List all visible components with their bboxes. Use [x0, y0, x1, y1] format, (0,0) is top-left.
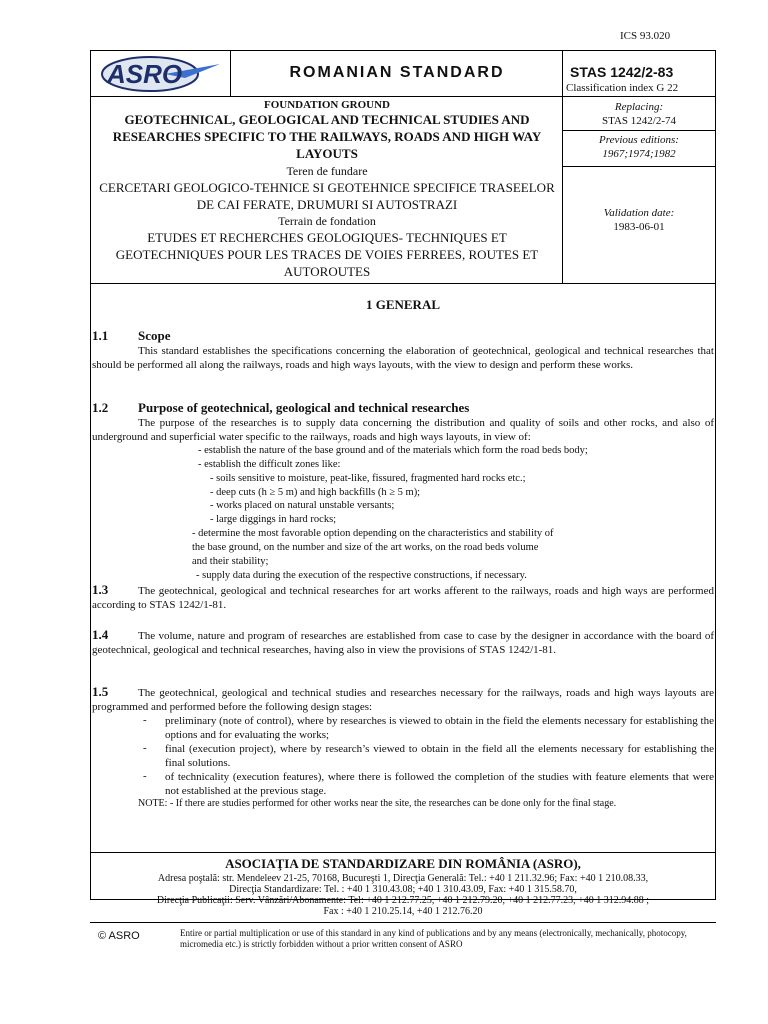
scope-text: This standard establishes the specifications concerning the elaboration of geotechnical, geological and technical researches that should be performed all along the railways, roads and high ways layouts, with the view to design and perform these works.	[92, 345, 714, 371]
organization-name: ASOCIAŢIA DE STANDARDIZARE DIN ROMÂNIA (ASRO),	[225, 856, 581, 871]
section-number: 1.4	[92, 627, 109, 642]
dash-bullet: -	[143, 714, 147, 726]
list-item: and their stability;	[192, 556, 269, 567]
section-text: The volume, nature and program of researches are established from case to case by the designer in accordance with the board of geotechnical, geological and technical researches, having also in view the provisions of STAS 1242/1-81.	[92, 630, 714, 656]
dash-bullet: -	[143, 770, 147, 782]
replacing-label: Replacing:	[614, 101, 664, 113]
list-item: the base ground, on the number and size of the art works, on the road beds volume	[192, 542, 539, 553]
validation-label: Validation date:	[603, 207, 675, 219]
side-rule-1	[562, 130, 716, 131]
address-line: Direcţia Publicaţii: Serv. Vânzări/Abonamente: Tel: +40 1 212.77.25, +40 1 212.79.20, +40 1 212.77.23, +40 1 312.94.88 ;	[156, 895, 650, 906]
asro-logo	[95, 54, 225, 94]
side-divider	[562, 50, 563, 284]
foundation-ground-label: FOUNDATION GROUND	[264, 99, 390, 111]
list-item: - works placed on natural unstable versants;	[210, 500, 395, 511]
romanian-subtitle: Teren de fundare	[286, 164, 368, 178]
replacing-value: STAS 1242/2-74	[602, 115, 676, 127]
section-title: 1 GENERAL	[365, 297, 441, 312]
list-item: - establish the difficult zones like:	[198, 459, 341, 470]
standard-title: ROMANIAN STANDARD	[289, 64, 505, 81]
section-heading: Scope	[138, 328, 171, 343]
address-line: Adresa poştală: str. Mendeleev 21-25, 70168, Bucureşti 1, Direcţia Generală: Tel.: +40 1 211.32.96; Fax: +40 1 210.08.33,	[157, 873, 649, 884]
title-divider	[90, 283, 716, 284]
list-item: preliminary (note of control), where by researches is viewed to obtain in the field the elements necessary for establishing the options and for evaluating the works;	[165, 715, 714, 741]
validation-date: 1983-06-01	[613, 221, 665, 233]
section-text: The geotechnical, geological and technical studies and researches necessary for the railways, roads and high ways layouts are programmed and performed before the following design stages:	[92, 687, 714, 713]
classification-index: Classification index G 22	[566, 82, 679, 94]
list-item: final (execution project), where by research’s viewed to obtain in the field all the elements necessary for establishing the final solutions.	[165, 743, 714, 769]
header-divider	[90, 96, 716, 97]
section-number: 1.3	[92, 582, 109, 597]
section-text: The geotechnical, geological and technical researches for art works afferent to the railways, roads and high ways are performed according to STAS 1242/1-81.	[92, 585, 714, 611]
list-item: - deep cuts (h ≥ 5 m) and high backfills (h ≥ 5 m);	[210, 487, 421, 498]
section-number: 1.1	[92, 328, 109, 343]
english-title: GEOTECHNICAL, GEOLOGICAL AND TECHNICAL STUDIES AND RESEARCHES SPECIFIC TO THE RAILWAYS, ROADS AND HIGH WAY LAYOUTS	[112, 112, 542, 161]
list-item: - large diggings in hard rocks;	[210, 514, 337, 525]
purpose-text: The purpose of the researches is to supply data concerning the distribution and quality of soils and other rocks, and also of underground and superficial water specific to the railways, roads and high ways layouts, in view of:	[92, 417, 714, 443]
list-item: - establish the nature of the base ground and of the materials which form the road beds body;	[198, 445, 588, 456]
list-item: - soils sensitive to moisture, peat-like, fissured, fragmented hard rocks etc.;	[210, 473, 526, 484]
logo-divider	[230, 50, 231, 97]
stas-code: STAS 1242/2-83	[570, 64, 674, 80]
address-line: Fax : +40 1 210.25.14, +40 1 212.76.20	[323, 906, 483, 917]
list-item: of technicality (execution features), where there is followed the completion of the studies with feature elements that were not established at the previous stage.	[165, 771, 714, 797]
section-number: 1.2	[92, 400, 109, 415]
section-number: 1.5	[92, 684, 109, 699]
list-item: - determine the most favorable option depending on the characteristics and stability of	[192, 528, 554, 539]
french-subtitle: Terrain de fondation	[278, 214, 376, 228]
french-title: ETUDES ET RECHERCHES GEOLOGIQUES- TECHNIQUES ET GEOTECHNIQUES POUR LES TRACES DE VOIES FERREES, ROUTES ET AUTOROUTES	[115, 230, 539, 279]
previous-editions-label: Previous editions:	[599, 134, 679, 146]
footer-divider	[90, 852, 716, 853]
copyright-divider	[90, 922, 716, 923]
list-item: - supply data during the execution of the respective constructions, if necessary.	[196, 570, 527, 581]
note-text: NOTE: - If there are studies performed for other works near the site, the researches can be done only for the final stage.	[138, 798, 617, 809]
romanian-title: CERCETARI GEOLOGICO-TEHNICE SI GEOTEHNICE SPECIFICE TRASEELOR DE CAI FERATE, DRUMURI SI AUTOSTRAZI	[99, 180, 555, 212]
previous-editions-value: 1967;1974;1982	[602, 148, 676, 160]
section-heading: Purpose of geotechnical, geological and technical researches	[138, 400, 470, 415]
copyright-mark: © ASRO	[98, 930, 140, 942]
side-rule-2	[562, 166, 716, 167]
svg-text:ASRO: ASRO	[107, 59, 183, 89]
copyright-notice: Entire or partial multiplication or use of this standard in any kind of publications and by any means (electronically, mechanically, photocopy, micromedia etc.) is strictly forbidden without a prior written consent of ASRO	[180, 928, 687, 949]
address-line: Direcţia Standardizare: Tel. : +40 1 310.43.08; +40 1 310.43.09, Fax: +40 1 315.58.70,	[229, 884, 577, 895]
ics-code: ICS 93.020	[620, 30, 671, 42]
dash-bullet: -	[143, 742, 147, 754]
